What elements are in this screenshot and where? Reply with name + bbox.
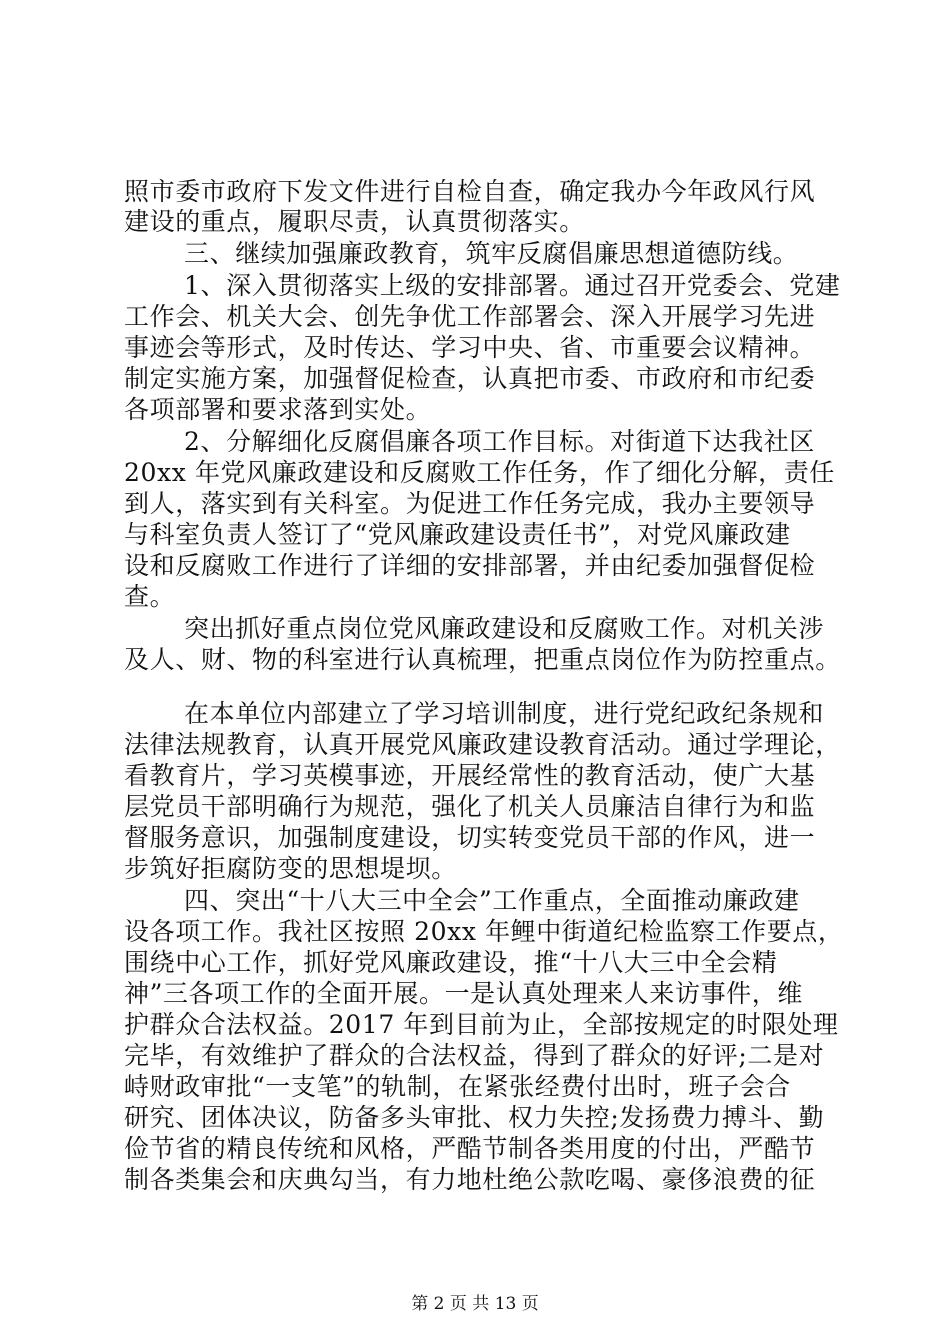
- text-line: 层党员干部明确行为规范，强化了机关人员廉洁自律行为和监: [124, 792, 816, 821]
- text-line: 法律法规教育，认真开展党风廉政建设教育活动。通过学理论，: [124, 730, 841, 759]
- text-line: 步筑好拒腐防变的思想堤坝。: [124, 854, 457, 883]
- text-line: 护群众合法权益。2017 年到目前为止，全部按规定的时限处理: [124, 1010, 839, 1039]
- page-number-footer: 第 2 页 共 13 页: [411, 1294, 539, 1314]
- section-heading: 三、继续加强廉政教育，筑牢反腐倡廉思想道德防线。: [184, 239, 799, 268]
- text-line: 完毕，有效维护了群众的合法权益，得到了群众的好评;二是对: [124, 1041, 825, 1070]
- text-line: 20xx 年党风廉政建设和反腐败工作任务，作了细化分解，责任: [124, 458, 835, 487]
- paragraph-start: 突出抓好重点岗位党风廉政建设和反腐败工作。对机关涉: [184, 614, 825, 643]
- text-line: 督服务意识，加强制度建设，切实转变党员干部的作风，进一: [124, 823, 816, 852]
- text-line: 工作会、机关大会、创先争优工作部署会、深入开展学习先进: [124, 302, 816, 331]
- text-line: 围绕中心工作，抓好党风廉政建设，推“十八大三中全会精: [124, 948, 778, 977]
- text-line: 研究、团体决议，防备多头审批、权力失控;发扬费力搏斗、勤: [124, 1103, 825, 1132]
- text-line: 事迹会等形式，及时传达、学习中央、省、市重要会议精神。: [124, 333, 816, 362]
- text-line: 设和反腐败工作进行了详细的安排部署，并由纪委加强督促检: [124, 551, 816, 580]
- text-line: 设各项工作。我社区按照 20xx 年鲤中街道纪检监察工作要点，: [124, 917, 844, 946]
- text-line: 查。: [124, 582, 176, 611]
- paragraph-start: 2、分解细化反腐倡廉各项工作目标。对街道下达我社区: [184, 427, 815, 456]
- text-line: 及人、财、物的科室进行认真梳理，把重点岗位作为防控重点。: [124, 645, 841, 674]
- paragraph-start: 1、深入贯彻落实上级的安排部署。通过召开党委会、党建: [184, 271, 841, 300]
- text-line: 看教育片，学习英模事迹，开展经常性的教育活动，使广大基: [124, 761, 816, 790]
- text-line: 俭节省的精良传统和风格，严酷节制各类用度的付出，严酷节: [124, 1134, 816, 1163]
- text-line: 与科室负责人签订了“党风廉政建设责任书”，对党风廉政建: [124, 520, 791, 549]
- text-line: 各项部署和要求落到实处。: [124, 395, 432, 424]
- text-line: 建设的重点，履职尽责，认真贯彻落实。: [124, 207, 585, 236]
- text-line: 制各类集会和庆典勾当，有力地杜绝公款吃喝、豪侈浪费的征: [124, 1165, 816, 1194]
- paragraph-start: 在本单位内部建立了学习培训制度，进行党纪政纪条规和: [184, 699, 825, 728]
- text-line: 峙财政审批“一支笔”的轨制，在紧张经费付出时，班子会合: [124, 1072, 791, 1101]
- text-line: 照市委市政府下发文件进行自检自查，确定我办今年政风行风: [124, 177, 816, 206]
- text-line: 制定实施方案，加强督促检查，认真把市委、市政府和市纪委: [124, 364, 816, 393]
- section-heading: 四、突出“十八大三中全会”工作重点，全面推动廉政建: [184, 886, 800, 915]
- text-line: 到人，落实到有关科室。为促进工作任务完成，我办主要领导: [124, 489, 816, 518]
- text-line: 神”三各项工作的全面开展。一是认真处理来人来访事件，维: [124, 979, 803, 1008]
